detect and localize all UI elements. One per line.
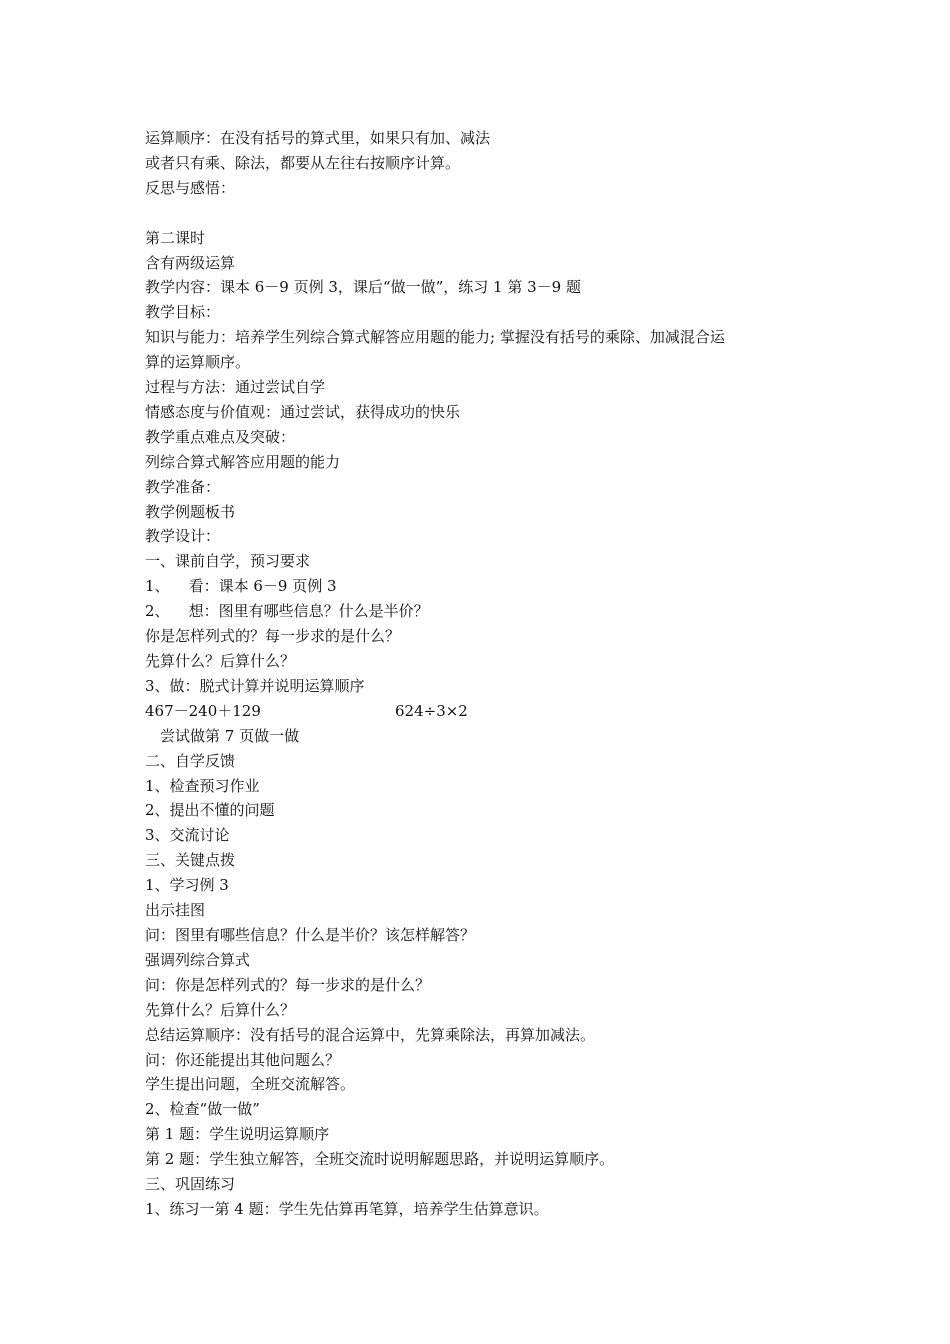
part2-item-2: 2、提出不懂的问题 <box>145 801 275 820</box>
part2-item-3: 3、交流讨论 <box>145 826 230 845</box>
part4-heading: 三、巩固练习 <box>145 1175 236 1194</box>
design-heading: 教学设计： <box>145 527 221 546</box>
part1-item-3: 3、做：脱式计算并说明运算顺序 <box>145 676 365 695</box>
key-heading: 教学重点难点及突破： <box>145 427 296 446</box>
part1-question-2: 先算什么？后算什么？ <box>145 652 296 671</box>
part1-try: 尝试做第 7 页做一做 <box>160 726 300 745</box>
reflection-heading: 反思与感悟： <box>145 178 236 197</box>
part3-item-1: 1、学习例 3 <box>145 876 229 895</box>
part2-item-1: 1、检查预习作业 <box>145 776 260 795</box>
part3-item-2: 2、检查“做一做” <box>145 1100 260 1119</box>
prep-heading: 教学准备： <box>145 477 221 496</box>
part3-question-2: 问：你是怎样列式的？每一步求的是什么？ <box>145 975 431 994</box>
rule-line-2: 或者只有乘、除法，都要从左往右按顺序计算。 <box>145 153 461 172</box>
blank-line <box>145 201 815 226</box>
part3-question-1: 问：图里有哪些信息？什么是半价？该怎样解答？ <box>145 925 476 944</box>
formula-row <box>145 699 815 724</box>
formula-left: 467－240＋129 <box>145 701 261 720</box>
lesson-title: 第二课时 <box>145 228 206 247</box>
prep-content: 教学例题板书 <box>145 502 236 521</box>
part3-exercise-1: 第 1 题：学生说明运算顺序 <box>145 1125 330 1144</box>
part3-show: 出示挂图 <box>145 901 206 920</box>
part1-item-2: 2、 想：图里有哪些信息？什么是半价？ <box>145 602 429 621</box>
document-body <box>145 126 815 1222</box>
teaching-content: 教学内容：课本 6－9 页例 3，课后“做一做”，练习 1 第 3－9 题 <box>145 278 581 297</box>
part1-question-1: 你是怎样列式的？每一步求的是什么？ <box>145 627 401 646</box>
part3-emphasis: 强调列综合算式 <box>145 950 251 969</box>
part3-question-4: 问：你还能提出其他问题么？ <box>145 1050 341 1069</box>
part3-question-3: 先算什么？后算什么？ <box>145 1000 296 1019</box>
key-content: 列综合算式解答应用题的能力 <box>145 452 341 471</box>
part1-heading: 一、课前自学，预习要求 <box>145 552 311 571</box>
goals-heading: 教学目标： <box>145 303 221 322</box>
goal-knowledge-line-2: 算的运算顺序。 <box>145 353 251 372</box>
rule-line-1: 运算顺序：在没有括号的算式里，如果只有加、减法 <box>145 129 491 147</box>
part3-students: 学生提出问题，全班交流解答。 <box>145 1075 356 1094</box>
lesson-topic: 含有两级运算 <box>145 253 236 272</box>
part4-item-1: 1、练习一第 4 题：学生先估算再笔算，培养学生估算意识。 <box>145 1199 549 1218</box>
goal-knowledge-line-1: 知识与能力：培养学生列综合算式解答应用题的能力; 掌握没有括号的乘除、加减混合运 <box>145 328 725 347</box>
part3-heading: 三、关键点拨 <box>145 851 236 870</box>
goal-process: 过程与方法：通过尝试自学 <box>145 378 326 397</box>
goal-emotion: 情感态度与价值观：通过尝试，获得成功的快乐 <box>145 402 461 421</box>
part3-summary: 总结运算顺序：没有括号的混合运算中，先算乘除法，再算加减法。 <box>145 1025 596 1044</box>
part2-heading: 二、自学反馈 <box>145 751 236 770</box>
part3-exercise-2: 第 2 题：学生独立解答，全班交流时说明解题思路，并说明运算顺序。 <box>145 1150 615 1169</box>
part1-item-1: 1、 看：课本 6－9 页例 3 <box>145 577 337 596</box>
formula-right: 624÷3×2 <box>395 701 468 720</box>
